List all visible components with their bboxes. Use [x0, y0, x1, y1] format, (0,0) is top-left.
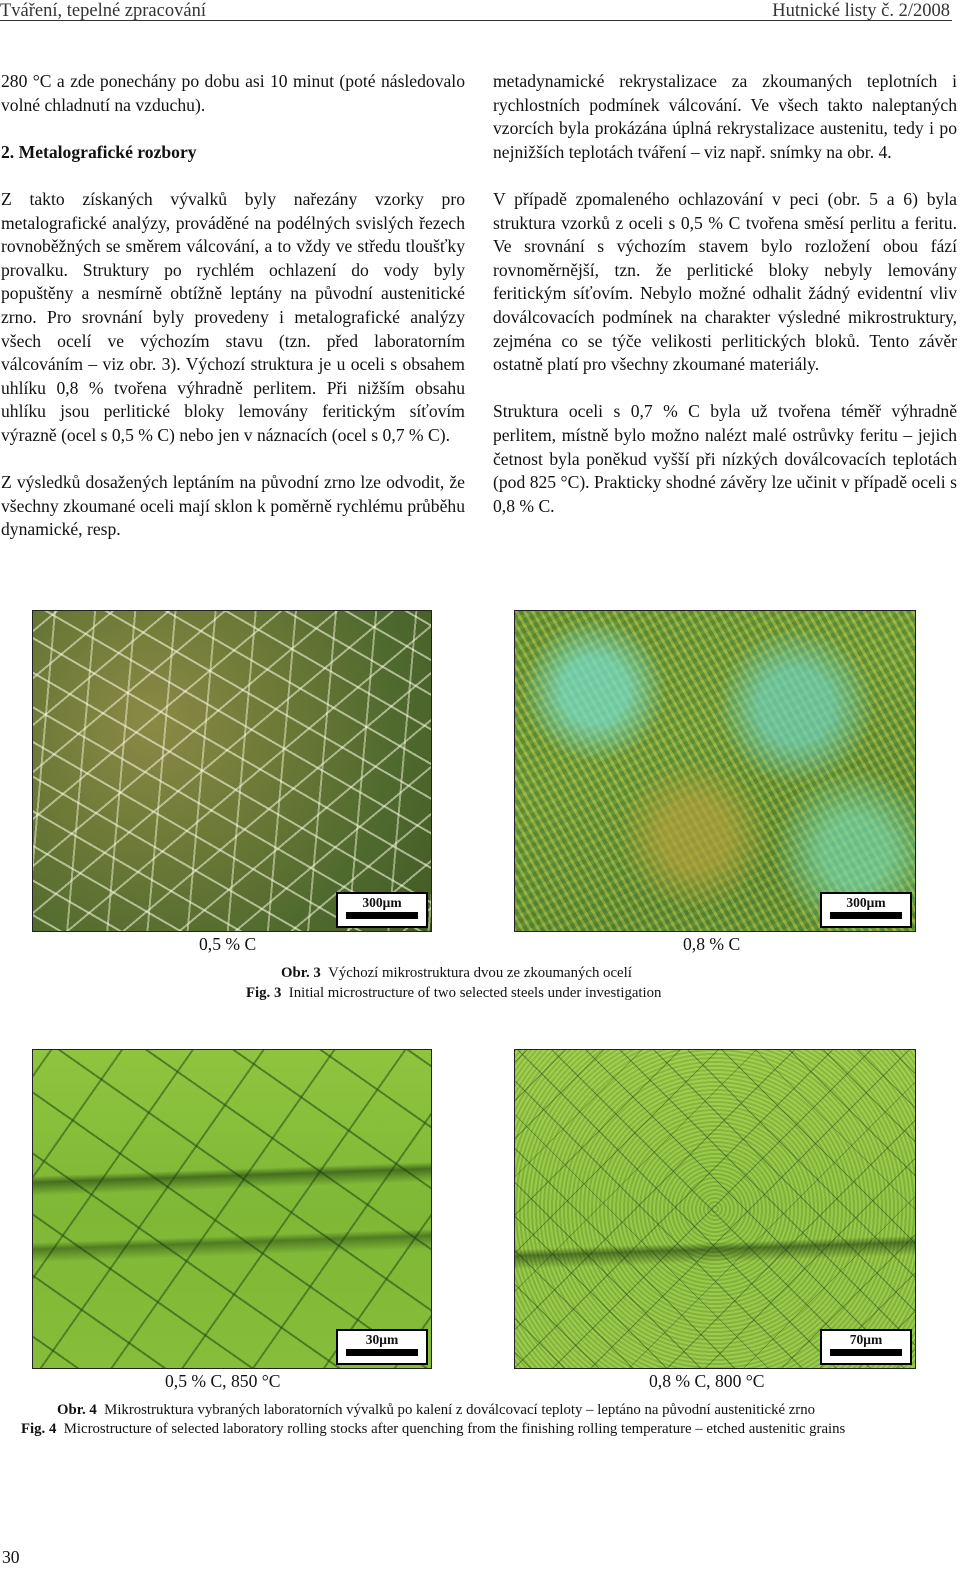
figure-sublabel: 0,5 % C	[199, 934, 257, 954]
caption-text: Microstructure of selected laboratory rolling stocks after quenching from the finishing rolling temperature – etched austenitic grains	[63, 1421, 846, 1437]
figure-sublabel: 0,8 % C	[683, 934, 741, 954]
paragraph: V případě zpomaleného ochlazování v peci (obr. 5 a 6) byla struktura vzorků z oceli s 0,5 % C tvořena směsí perlitu a feritu. Ve srovnání s výchozím stavem bylo rozložení obou fází rovnoměrnější, tzn. že perlitické bloky nebyly lemovány feritickým síťovím. Nebylo možné odhalit žádný evidentní vliv doválcovacích podmínek na charakter výsledné mikrostruktury, zejména co se týče velikosti perlitických bloků. Tento závěr ostatně platí pro všechny zkoumané materiály.	[493, 188, 957, 375]
micrograph-image	[32, 610, 432, 932]
scale-bar-line	[346, 1349, 418, 1356]
figure-sublabel: 0,8 % C, 800 °C	[649, 1371, 765, 1391]
caption-text: Mikrostruktura vybraných laboratorních vývalků po kalení z doválcovací teploty – leptáno na původní austenitické zrno	[104, 1402, 816, 1418]
scale-bar-label: 30μm	[365, 1332, 399, 1347]
page-number: 30	[2, 1547, 20, 1567]
left-text-column	[1, 70, 465, 542]
scale-bar-line	[830, 1349, 902, 1356]
figure-caption-en	[21, 1421, 845, 1438]
caption-text: Initial microstructure of two selected steels under investigation	[288, 985, 662, 1001]
scale-bar-line	[346, 912, 418, 919]
scale-bar	[820, 1329, 912, 1365]
paragraph: Z takto získaných vývalků byly nařezány vzorky pro metalografické analýzy, prováděné na podélných svislých řezech rovnoběžných se směrem válcování, a to vždy ve středu tloušťky provalku. Struktury po rychlém ochlazení do vody byly popuštěny a nesmírně obtížně leptány na původní austenitické zrno. Pro srovnání byly provedeny i metalografické analýzy všech ocelí ve výchozím stavu (tzn. před laboratorním válcováním – viz obr. 3). Výchozí struktura je u oceli s obsahem uhlíku 0,8 % tvořena výhradně perlitem. Při nižším obsahu uhlíku jsou perlitické bloky lemovány feritickým síťovím výrazně (ocel s 0,5 % C) nebo jen v náznacích (ocel s 0,7 % C).	[1, 188, 465, 445]
caption-prefix: Fig. 3	[246, 985, 282, 1001]
figure-sublabel: 0,5 % C, 850 °C	[165, 1371, 281, 1391]
caption-prefix: Fig. 4	[21, 1421, 57, 1437]
scale-bar-line	[830, 912, 902, 919]
header-journal-issue: Hutnické listy č. 2/2008	[772, 1, 950, 21]
micrograph-image	[32, 1049, 432, 1369]
header-section-title: Tváření, tepelné zpracování	[0, 1, 206, 21]
running-header	[0, 0, 952, 21]
scale-bar-label: 300μm	[362, 895, 402, 910]
paragraph: Z výsledků dosažených leptáním na původní zrno lze odvodit, že všechny zkoumané oceli mají sklon k poměrně rychlému průběhu dynamické, resp.	[1, 472, 465, 540]
micrograph-image	[514, 610, 916, 932]
scale-bar	[820, 892, 912, 928]
figure-caption-cz	[57, 1402, 815, 1419]
right-text-column	[493, 70, 957, 518]
micrograph-image	[514, 1049, 916, 1369]
scale-bar-label: 300μm	[846, 895, 886, 910]
caption-text: Výchozí mikrostruktura dvou ze zkoumaných ocelí	[328, 965, 632, 981]
scale-bar	[336, 892, 428, 928]
figure-caption-cz	[281, 965, 632, 982]
figure-caption-en	[246, 985, 661, 1002]
caption-prefix: Obr. 4	[57, 1402, 97, 1418]
scale-bar	[336, 1329, 428, 1365]
scale-bar-label: 70μm	[849, 1332, 883, 1347]
caption-prefix: Obr. 3	[281, 965, 321, 981]
section-heading: 2. Metalografické rozbory	[1, 141, 197, 162]
paragraph: 280 °C a zde ponechány po dobu asi 10 minut (poté následovalo volné chladnutí na vzduchu).	[1, 71, 465, 115]
paragraph: Struktura oceli s 0,7 % C byla už tvořena téměř výhradně perlitem, místně bylo možno nalézt malé ostrůvky feritu – jejich četnost byla poněkud vyšší při nízkých doválcovacích teplotách (pod 825 °C). Prakticky shodné závěry lze učinit v případě oceli s 0,8 % C.	[493, 401, 957, 516]
paragraph: metadynamické rekrystalizace za zkoumaných teplotních i rychlostních podmínek válcování. Ve všech takto naleptaných vzorcích byla prokázána úplná rekrystalizace austenitu, tedy i po nejnižších teplotách tváření – viz např. snímky na obr. 4.	[493, 71, 957, 162]
